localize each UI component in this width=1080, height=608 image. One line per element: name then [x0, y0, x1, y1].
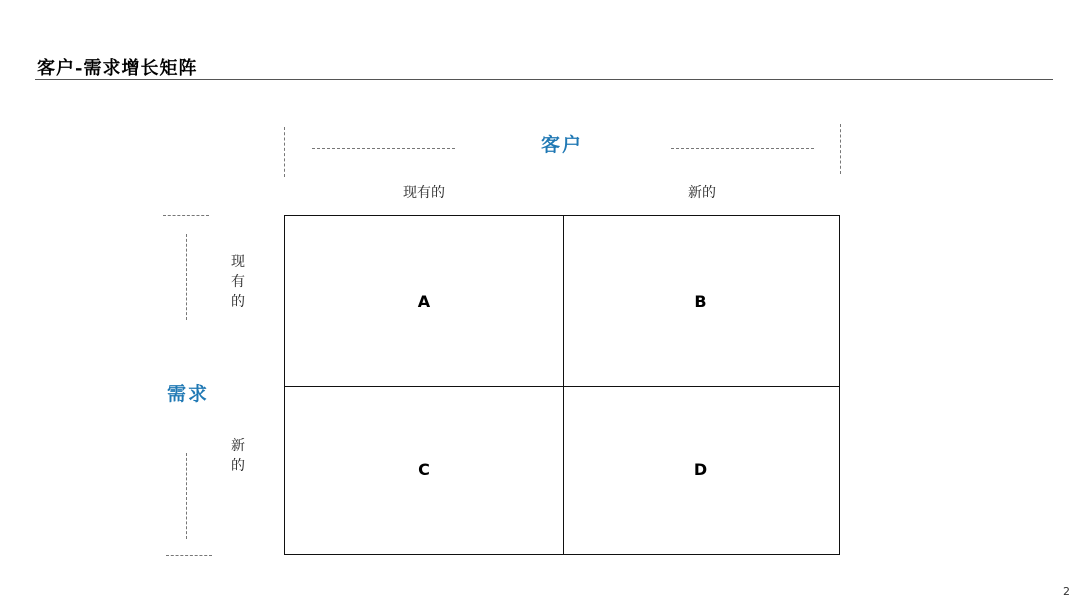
matrix-cell-c: C	[418, 460, 430, 479]
column-axis-left-bracket	[284, 127, 285, 177]
column-header-existing: 现有的	[403, 185, 445, 201]
matrix-cell-a: A	[417, 291, 431, 311]
row-header-existing: 现有的	[231, 254, 245, 310]
row-axis-top-dash	[186, 234, 187, 320]
row-axis-bottom-bracket	[166, 555, 212, 556]
page-number: 2	[1063, 585, 1070, 598]
slide-title: 客户-需求增长矩阵	[37, 58, 198, 79]
column-axis-left-dash	[312, 148, 455, 149]
column-axis-label: 客户	[540, 134, 583, 156]
title-underline	[35, 79, 1053, 80]
matrix-grid	[284, 215, 840, 555]
column-axis-right-dash	[671, 148, 814, 149]
matrix-cell-b: B	[694, 291, 707, 311]
column-axis-right-bracket	[840, 124, 841, 174]
row-axis-label: 需求	[166, 383, 209, 405]
row-axis-bottom-dash	[186, 453, 187, 539]
row-header-new: 新的	[231, 438, 245, 474]
row-axis-top-bracket	[163, 215, 209, 216]
matrix-cell-d: D	[693, 460, 708, 479]
column-header-new: 新的	[688, 185, 716, 201]
